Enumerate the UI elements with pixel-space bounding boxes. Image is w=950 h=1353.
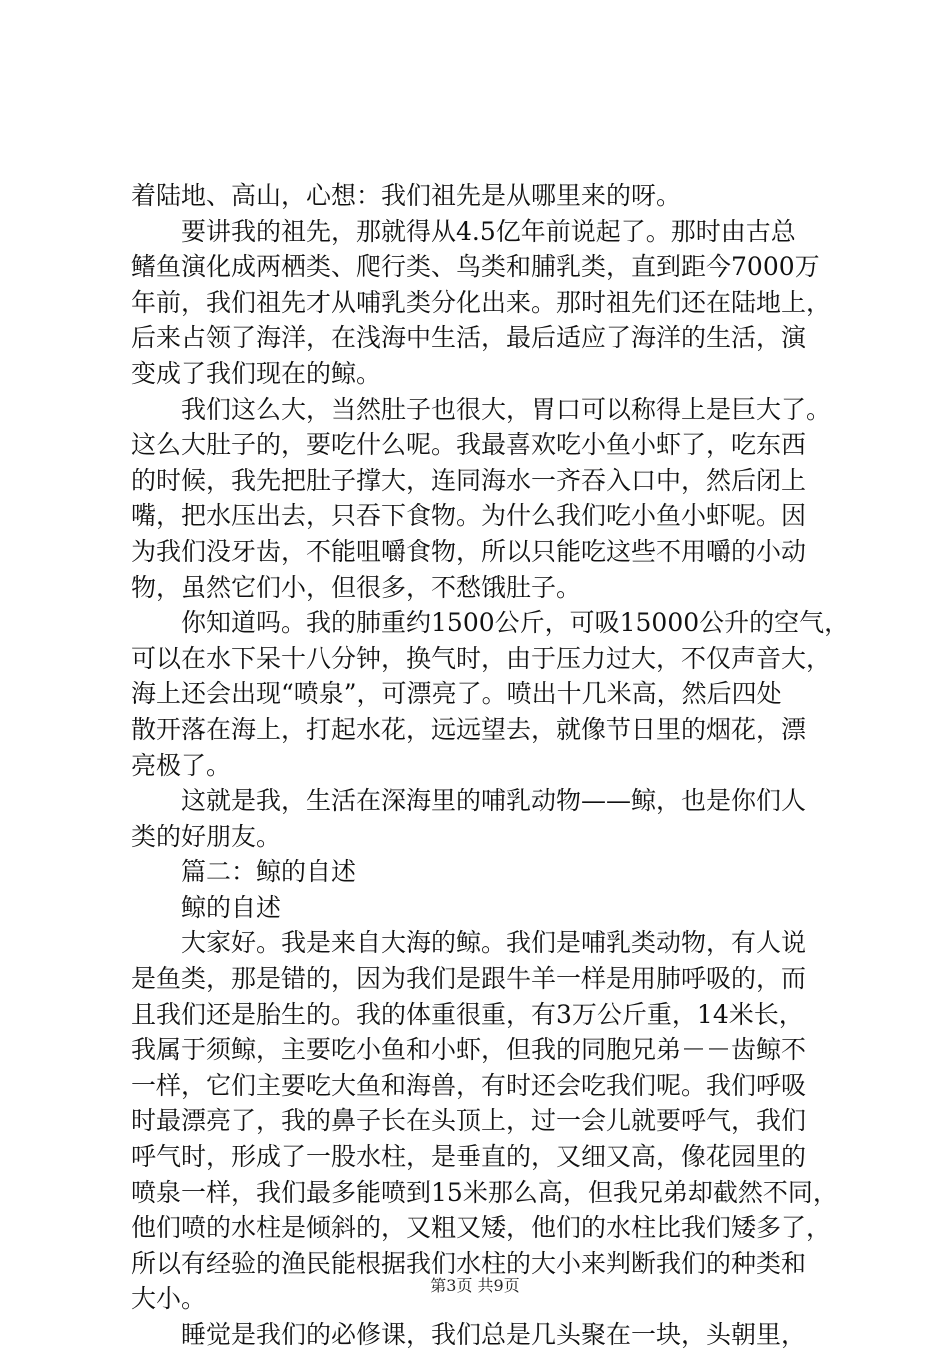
text-line: 是鱼类，那是错的，因为我们是跟牛羊一样是用肺呼吸的，而 [131, 964, 807, 994]
text-line: 我属于须鲸，主要吃小鱼和小虾，但我的同胞兄弟－－齿鲸不 [131, 1035, 807, 1065]
text-line: 所以有经验的渔民能根据我们水柱的大小来判断我们的种类和 [131, 1248, 807, 1278]
section-subtitle: 鲸的自述 [131, 892, 282, 922]
text-line: 呼气时，形成了一股水柱，是垂直的，又细又高，像花园里的 [131, 1142, 807, 1172]
text-line: 你知道吗。我的肺重约1500公斤，可吸15000公升的空气， [131, 608, 850, 638]
text-line: 海上还会出现“喷泉”，可漂亮了。喷出十几米高，然后四处 [131, 679, 782, 709]
text-line: 要讲我的祖先，那就得从4.5亿年前说起了。那时由古总 [131, 216, 796, 246]
text-line: 的时候，我先把肚子撑大，连同海水一齐吞入口中，然后闭上 [131, 465, 807, 495]
text-line: 他们喷的水柱是倾斜的，又粗又矮，他们的水柱比我们矮多了， [131, 1213, 832, 1243]
text-line: 物，虽然它们小，但很多，不愁饿肚子。 [131, 572, 582, 602]
text-line: 大小。 [131, 1284, 207, 1314]
text-line: 时最漂亮了，我的鼻子长在头顶上，过一会儿就要呼气，我们 [131, 1106, 807, 1136]
text-line: 亮极了。 [131, 750, 232, 780]
text-line: 且我们还是胎生的。我的体重很重，有3万公斤重，14米长， [131, 999, 804, 1029]
text-line: 我们这么大，当然肚子也很大，胃口可以称得上是巨大了。 [131, 394, 832, 424]
page-number-footer: 第3页 共9页 [430, 1276, 520, 1295]
text-line: 睡觉是我们的必修课，我们总是几头聚在一块，头朝里， [131, 1320, 807, 1349]
text-line: 为我们没牙齿，不能咀嚼食物，所以只能吃这些不用嚼的小动 [131, 536, 807, 566]
text-line: 年前，我们祖先才从哺乳类分化出来。那时祖先们还在陆地上， [131, 287, 832, 317]
section-heading: 篇二：鲸的自述 [131, 857, 357, 887]
text-line: 变成了我们现在的鲸。 [131, 358, 382, 388]
text-line: 着陆地、高山，心想：我们祖先是从哪里来的呀。 [131, 181, 682, 210]
text-line: 这就是我，生活在深海里的哺乳动物——鲸，也是你们人 [131, 786, 807, 816]
text-line: 这么大肚子的，要吃什么呢。我最喜欢吃小鱼小虾了，吃东西 [131, 430, 807, 460]
text-line: 可以在水下呆十八分钟，换气时，由于压力过大，不仅声音大， [131, 643, 832, 673]
text-line: 鳍鱼演化成两栖类、爬行类、鸟类和脯乳类，直到距今7000万 [131, 252, 820, 282]
text-line: 类的好朋友。 [131, 821, 282, 851]
body-text [131, 178, 851, 1353]
text-line: 散开落在海上，打起水花，远远望去，就像节日里的烟花，漂 [131, 714, 807, 744]
text-line: 大家好。我是来自大海的鲸。我们是哺乳类动物，有人说 [131, 928, 807, 958]
text-line: 一样，它们主要吃大鱼和海兽，有时还会吃我们呢。我们呼吸 [131, 1070, 807, 1100]
text-line: 喷泉一样，我们最多能喷到15米那么高，但我兄弟却截然不同， [131, 1177, 838, 1207]
text-line: 嘴，把水压出去，只吞下食物。为什么我们吃小鱼小虾呢。因 [131, 501, 807, 531]
text-line: 后来占领了海洋，在浅海中生活，最后适应了海洋的生活，演 [131, 323, 807, 353]
